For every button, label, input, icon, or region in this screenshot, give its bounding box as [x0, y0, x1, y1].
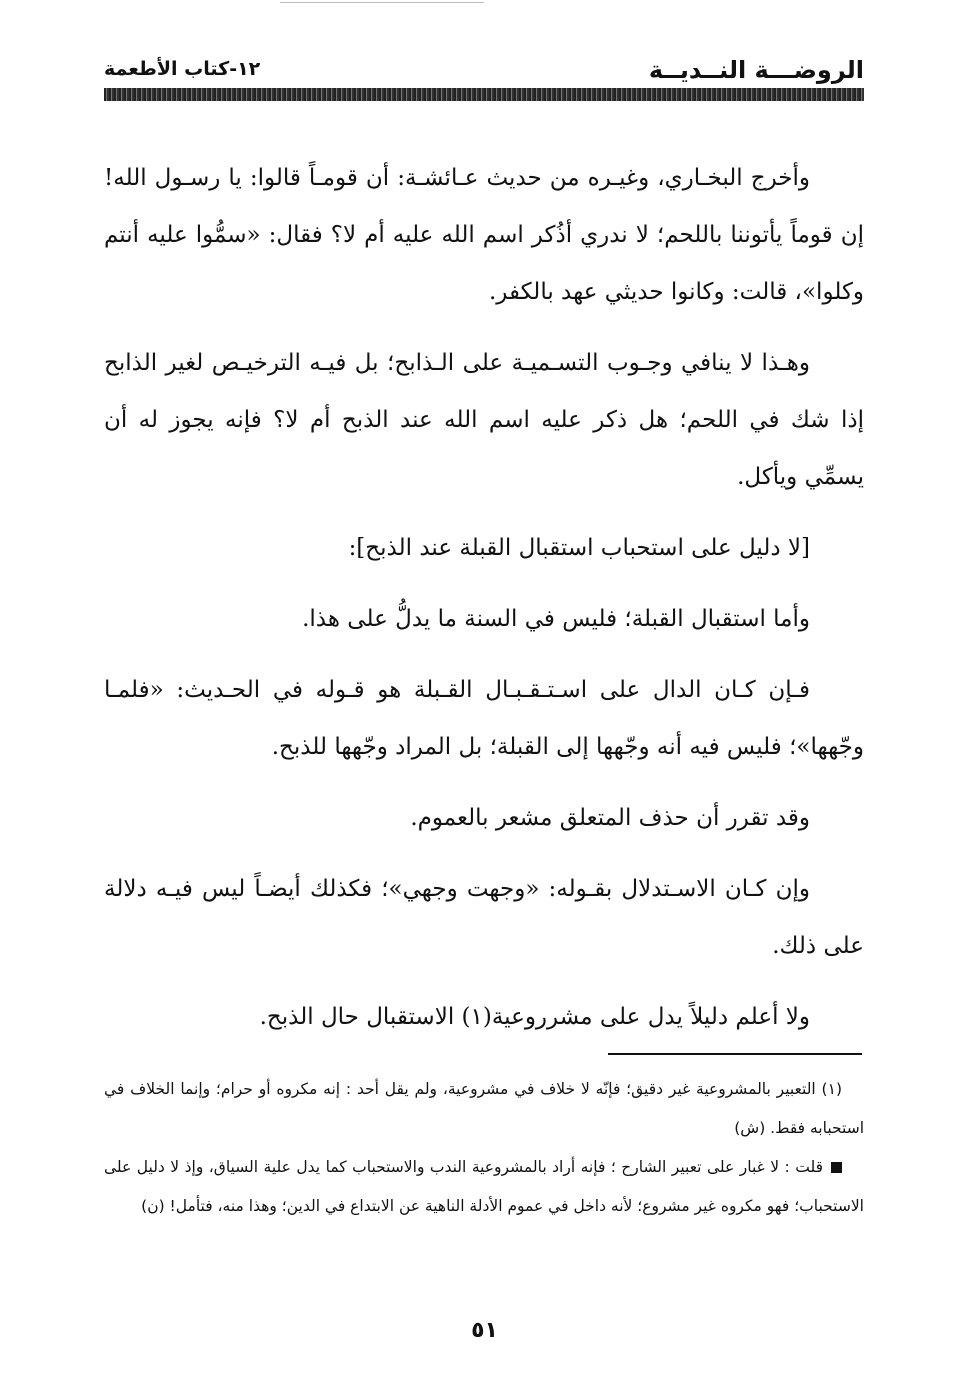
paragraph-qibla: وأما استقبال القبلة؛ فليس في السنة ما يدلُّ على هذا. [302, 606, 810, 632]
section-heading: [لا دليل على استحباب استقبال القبلة عند الذبح]: [348, 535, 810, 561]
paragraph-hadith: وأخرج البخـاري، وغيـره من حديث عـائشـة: أن قومـاً قالوا: يا رسـول الله! إن قوماً يأتوننا باللحم؛ لا ندري أذُكر اسم الله عليه أم لا؟ فقال: «سمُّوا عليه أنتم وكلوا»، قالت: وكانوا حديثي عهد بالكفر. [104, 165, 864, 305]
footnote-1: (١) التعبير بالمشروعية غير دقيق؛ فإنّه لا خلاف في مشروعية، ولم يقل أحد : إنه مكروه أو حرام؛ وإنما الخلاف في استحبابه فقط. (ش) [104, 1080, 864, 1137]
footnote-editor-text: قلت : لا غبار على تعبير الشارح ؛ فإنه أراد بالمشروعية الندب والاستحباب كما يدل علية السياق، وإذ لا دليل على الاستحباب؛ فهو مكروه غير مشروع؛ لأنه داخل في عموم الأدلة الناهية عن الابتداع في الدين؛ وهذا منه، فتأمل! (ن) [104, 1158, 864, 1215]
page-number: ٥١ [471, 1318, 498, 1343]
book-title: الروضـــة النــديــة [648, 56, 864, 84]
paragraph-tasmiya: وهـذا لا ينافي وجـوب التسـميـة على الـذابح؛ بل فيـه الترخيـص لغير الذابح إذا شك في اللحم؛ هل ذكر عليه اسم الله عند الذبح أم لا؟ فإنه يجوز له أن يسمِّي ويأكل. [104, 350, 864, 490]
main-text [104, 150, 864, 1060]
paragraph-wajjahtu: وإن كـان الاسـتدلال بقـوله: «وجهت وجهي»؛ فكذلك أيضـاً ليس فيـه دلالة على ذلك. [104, 876, 864, 959]
footnotes [104, 1070, 864, 1226]
running-header [104, 52, 864, 86]
footnote-editor-note [104, 1148, 864, 1226]
top-divider [280, 2, 484, 3]
paragraph-umum: وقد تقرر أن حذف المتعلق مشعر بالعموم. [410, 805, 810, 831]
square-bullet-icon [831, 1162, 842, 1173]
chapter-title: ١٢-كتاب الأطعمة [104, 58, 261, 80]
paragraph-conclusion: ولا أعلم دليلاً يدل على مشرروعية(١) الاستقبال حال الذبح. [259, 1004, 810, 1030]
header-rule [104, 88, 864, 101]
paragraph-wajjahaha: فـإن كـان الدال على اسـتـقـبـال القـبلة هو قـوله في الحـديث: «فلمـا وجّهها»؛ فليس فيه أنه وجّهها إلى القبلة؛ بل المراد وجّهها للذبح. [104, 677, 864, 760]
footnote-separator [608, 1053, 862, 1055]
